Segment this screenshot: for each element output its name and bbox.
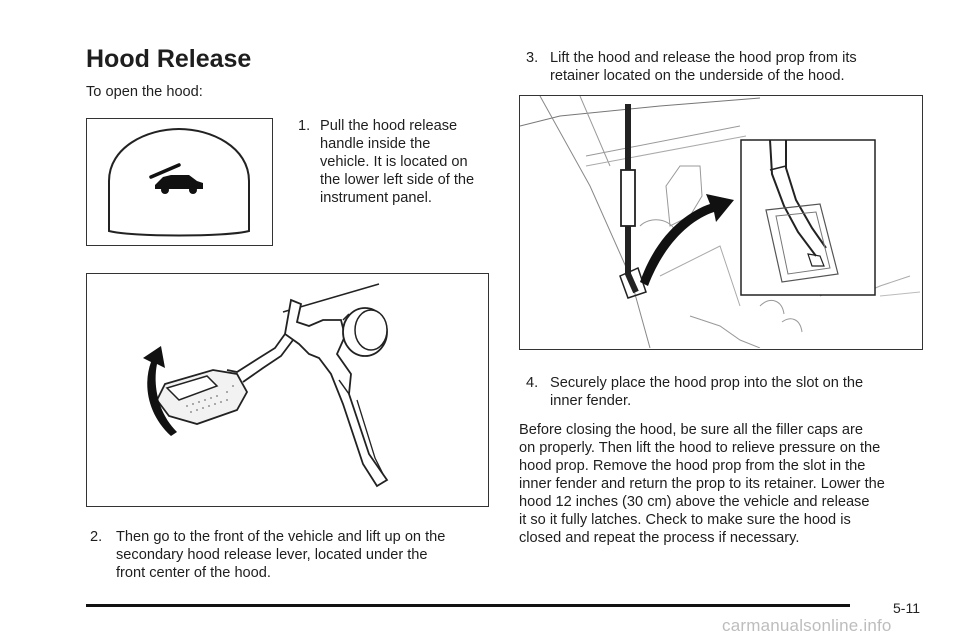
- step-line: front center of the hood.: [116, 565, 271, 581]
- paragraph-line: it so it fully latches. Check to make sure the hood is: [519, 512, 851, 528]
- page-number: 5-11: [893, 600, 920, 616]
- step-3: [522, 49, 942, 87]
- step-2: [86, 528, 506, 584]
- paragraph-line: Before closing the hood, be sure all the filler caps are: [519, 422, 863, 438]
- intro-text: To open the hood:: [86, 84, 203, 100]
- step-line: retainer located on the underside of the hood.: [550, 68, 845, 84]
- closing-paragraph: [519, 421, 939, 547]
- paragraph-line: hood prop. Remove the hood prop from the slot in the: [519, 458, 866, 474]
- step-number: 4.: [526, 375, 539, 391]
- footer-rule: [86, 604, 850, 607]
- step-number: 3.: [526, 50, 539, 66]
- paragraph-line: inner fender and return the prop to its retainer. Lower the: [519, 476, 885, 492]
- paragraph-line: hood 12 inches (30 cm) above the vehicle and release: [519, 494, 870, 510]
- watermark: carmanualsonline.info: [722, 616, 892, 635]
- step-line: Pull the hood release: [320, 118, 458, 134]
- hood-release-handle-figure: [86, 118, 273, 246]
- step-line: instrument panel.: [320, 190, 432, 206]
- step-line: Then go to the front of the vehicle and lift up on the: [116, 529, 446, 545]
- step-4: [522, 374, 942, 412]
- step-line: Securely place the hood prop into the slot on the: [550, 375, 864, 391]
- step-line: vehicle. It is located on: [320, 154, 468, 170]
- step-number: 1.: [298, 118, 311, 134]
- secondary-lever-figure: [86, 273, 489, 507]
- step-line: secondary hood release lever, located under the: [116, 547, 428, 563]
- step-1: [298, 117, 498, 212]
- page-title: Hood Release: [86, 45, 252, 73]
- hood-open-icon: [151, 165, 203, 194]
- step-number: 2.: [90, 529, 103, 545]
- paragraph-line: closed and repeat the process if necessary.: [519, 530, 800, 546]
- step-line: inner fender.: [550, 393, 632, 409]
- paragraph-line: on properly. Then lift the hood to relieve pressure on the: [519, 440, 881, 456]
- step-line: Lift the hood and release the hood prop from its: [550, 50, 857, 66]
- hood-prop-figure: [519, 95, 923, 350]
- step-line: the lower left side of the: [320, 172, 475, 188]
- step-line: handle inside the: [320, 136, 431, 152]
